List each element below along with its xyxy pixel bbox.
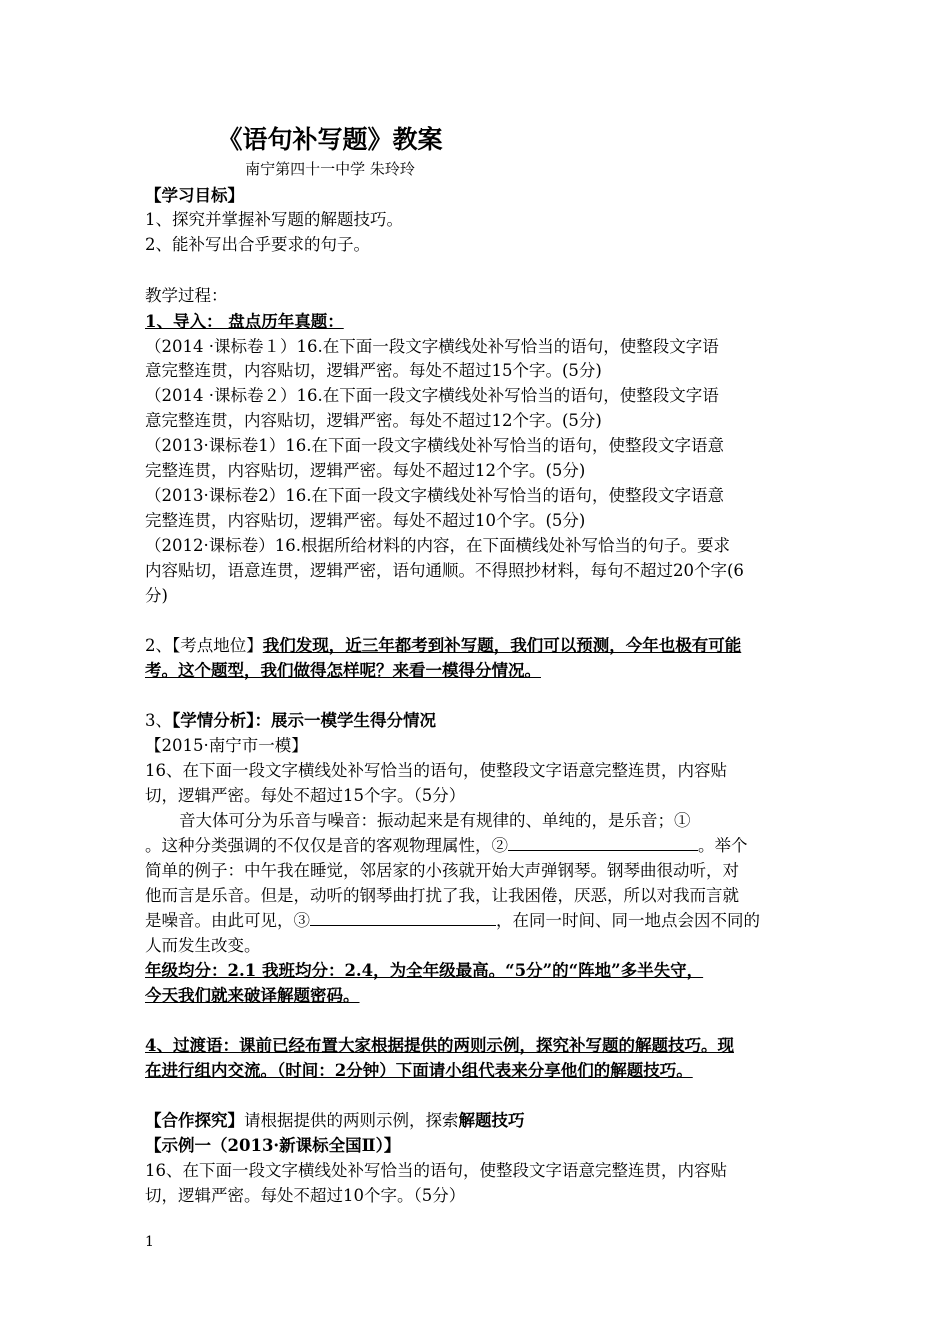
question-line: 16、在下面一段文字横线处补写恰当的语句，使整段文字语意完整连贯，内容贴 — [145, 1161, 727, 1180]
section2-text: 考。这个题型，我们做得怎样呢？来看一模得分情况。 — [145, 661, 541, 680]
objective-item: 2、能补写出合乎要求的句子。 — [145, 235, 370, 254]
exam-line: 意完整连贯，内容贴切，逻辑严密。每处不超过12个字。(5分) — [145, 411, 602, 430]
passage-line — [145, 909, 760, 933]
section2-tag: 【考点地位】 — [172, 636, 263, 655]
section5-heading — [145, 1109, 525, 1133]
question-line: 切，逻辑严密。每处不超过15个字。（5分） — [145, 786, 466, 805]
passage-line: 音大体可分为乐音与噪音：振动起来是有规律的、单纯的，是乐音；① — [179, 811, 691, 830]
passage-line: 他而言是乐音。但是，动听的钢琴曲打扰了我，让我困倦，厌恶，所以对我而言就 — [145, 886, 739, 905]
section4-text: 4、过渡语：课前已经布置大家根据提供的两则示例，探究补写题的解题技巧。现 — [145, 1036, 734, 1055]
answer-blank-2[interactable] — [508, 834, 698, 851]
passage-line: 人而发生改变。 — [145, 936, 261, 955]
passage-line — [145, 834, 748, 858]
section3-prefix: 3、 — [145, 711, 172, 730]
exam-line: （2013·课标卷2）16.在下面一段文字横线处补写恰当的语句，使整段文字语意 — [145, 486, 724, 505]
section3-heading — [145, 709, 436, 733]
example-heading: 【示例一（2013·新课标全国Ⅱ）】 — [145, 1136, 401, 1155]
exam-line: 完整连贯，内容贴切，逻辑严密。每处不超过10个字。(5分) — [145, 511, 586, 530]
exam-line: 内容贴切，语意连贯，逻辑严密，语句通顺。不得照抄材料，每句不超过20个字(6 — [145, 561, 744, 580]
section3-source: 【2015·南宁市一模】 — [145, 736, 308, 755]
step1-heading: 1、导入： 盘点历年真题： — [145, 312, 344, 331]
passage-text: 。举个 — [698, 836, 748, 855]
exam-line: 意完整连贯，内容贴切，逻辑严密。每处不超过15个字。(5分) — [145, 361, 602, 380]
section3-title: 【学情分析】：展示一模学生得分情况 — [172, 711, 436, 730]
passage-line: 简单的例子：中午我在睡觉，邻居家的小孩就开始大声弹钢琴。钢琴曲很动听，对 — [145, 861, 739, 880]
exam-line: （2013·课标卷1）16.在下面一段文字横线处补写恰当的语句，使整段文字语意 — [145, 436, 724, 455]
passage-text: 是噪音。由此可见，③ — [145, 911, 310, 930]
section2-text: 我们发现，近三年都考到补写题，我们可以预测，今年也极有可能 — [262, 636, 742, 655]
page-number: 1 — [145, 1234, 154, 1250]
exam-line: （2012·课标卷）16.根据所给材料的内容，在下面横线处补写恰当的句子。要求 — [145, 536, 730, 555]
exam-line: （2014 ·课标卷１）16.在下面一段文字横线处补写恰当的语句，使整段文字语 — [145, 337, 719, 356]
exam-line: 完整连贯，内容贴切，逻辑严密。每处不超过12个字。(5分) — [145, 461, 586, 480]
exam-line: （2014 ·课标卷２）16.在下面一段文字横线处补写恰当的语句，使整段文字语 — [145, 386, 719, 405]
page-title: 《语句补写题》教案 — [217, 125, 443, 154]
question-line: 切，逻辑严密。每处不超过10个字。（5分） — [145, 1186, 466, 1205]
score-summary: 年级均分：2.1 我班均分：2.4，为全年级最高。“5分”的“阵地”多半失守， — [145, 961, 704, 980]
objectives-heading: 【学习目标】 — [145, 186, 244, 205]
section5-bold-tail: 解题技巧 — [458, 1111, 525, 1130]
section2-line — [145, 634, 741, 658]
passage-text: 。这种分类强调的不仅仅是音的客观物理属性，② — [145, 836, 508, 855]
section4-text: 在进行组内交流。（时间：2分钟）下面请小组代表来分享他们的解题技巧。 — [145, 1061, 693, 1080]
score-summary: 今天我们就来破译解题密码。 — [145, 986, 360, 1005]
question-line: 16、在下面一段文字横线处补写恰当的语句，使整段文字语意完整连贯，内容贴 — [145, 761, 727, 780]
section5-tag: 【合作探究】 — [145, 1111, 244, 1130]
process-label: 教学过程： — [145, 286, 228, 305]
answer-blank-3[interactable] — [310, 909, 496, 926]
section2-prefix: 2、 — [145, 636, 172, 655]
section5-text: 请根据提供的两则示例，探索 — [244, 1111, 459, 1130]
passage-text: ，在同一时间、同一地点会因不同的 — [496, 911, 760, 930]
objective-item: 1、探究并掌握补写题的解题技巧。 — [145, 210, 403, 229]
exam-line: 分) — [145, 586, 168, 605]
author-line: 南宁第四十一中学 朱玲玲 — [245, 160, 415, 178]
